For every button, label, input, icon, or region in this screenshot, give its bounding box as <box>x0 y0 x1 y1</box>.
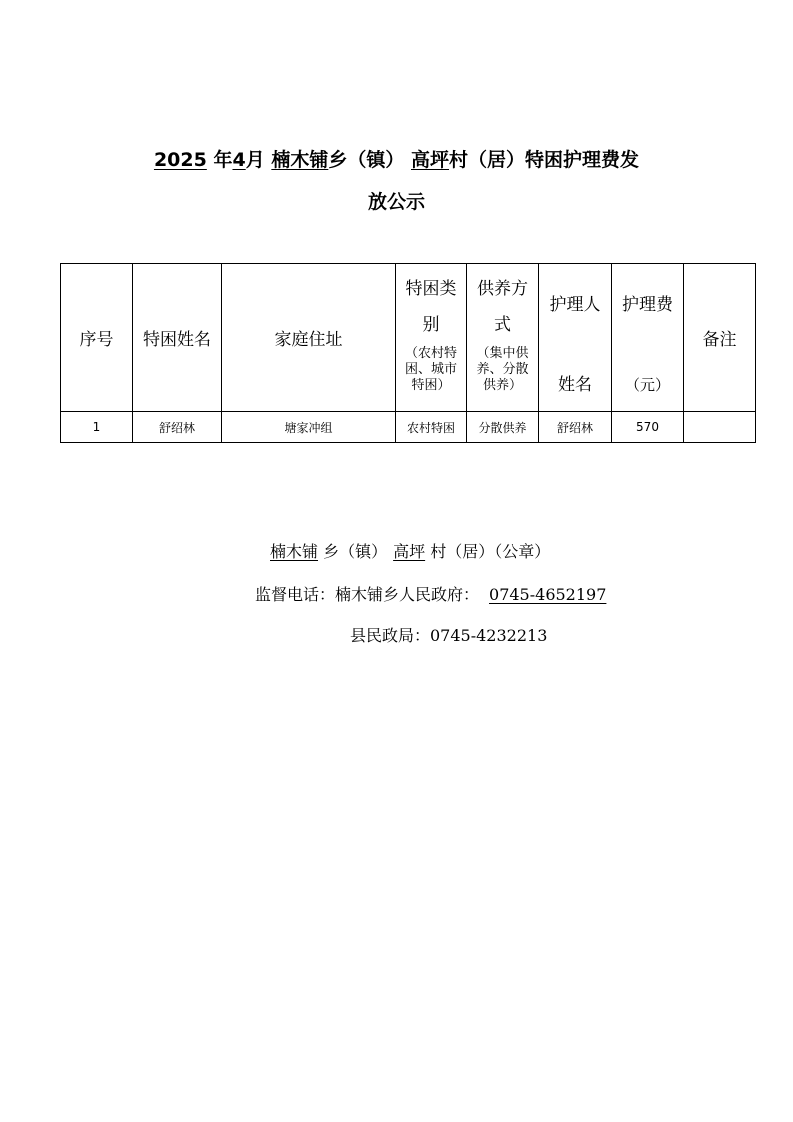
footer-seal-line <box>270 539 793 562</box>
table-header-row <box>61 264 756 412</box>
cell-address: 塘家冲组 <box>222 412 396 443</box>
header-support-line2: 式 <box>494 315 511 335</box>
header-support-note: （集中供养、分散供养） <box>476 346 529 393</box>
footer-village: 高坪 <box>393 542 426 561</box>
header-category-line2: 别 <box>422 315 440 335</box>
footer-supervision-phone: 0745-4652197 <box>489 585 607 604</box>
footer-township: 楠木铺 <box>270 542 319 561</box>
cell-caregiver: 舒绍林 <box>539 412 612 443</box>
title-township: 楠木铺 <box>271 149 329 171</box>
notice-title-line2: 放公示 <box>367 191 425 213</box>
title-village-suffix: 村（居）特困护理费发 <box>449 149 640 171</box>
title-village: 高坪 <box>411 149 450 171</box>
footer-supervision-label: 监督电话：楠木铺乡人民政府： <box>255 585 480 604</box>
header-fee-line2: （元） <box>624 376 670 394</box>
header-support <box>467 264 539 412</box>
footer-village-suffix: 村（居）（公章） <box>425 542 551 561</box>
header-seq: 序号 <box>61 264 133 412</box>
header-category-line1: 特困类 <box>405 279 457 299</box>
cell-remarks <box>684 412 756 443</box>
cell-name: 舒绍林 <box>133 412 222 443</box>
cell-fee: 570 <box>612 412 684 443</box>
title-year: 2025 <box>153 149 207 171</box>
cell-category: 农村特困 <box>396 412 467 443</box>
title-month: 4 <box>232 149 246 171</box>
cell-seq: 1 <box>61 412 133 443</box>
title-township-suffix: 乡（镇） <box>328 149 405 171</box>
footer-county-bureau: 县民政局：0745-4232213 <box>350 626 548 645</box>
header-support-line1: 供养方 <box>477 279 528 299</box>
header-caregiver-line1: 护理人 <box>549 295 601 315</box>
header-caregiver-line2: 姓名 <box>558 375 592 395</box>
notice-title-line1 <box>0 147 793 173</box>
title-year-suffix: 年 <box>206 149 233 171</box>
footer-township-suffix: 乡（镇） <box>318 542 388 561</box>
header-category <box>396 264 467 412</box>
header-name: 特困姓名 <box>133 264 222 412</box>
cell-support: 分散供养 <box>467 412 539 443</box>
header-fee-line1: 护理费 <box>622 295 673 315</box>
care-fee-table <box>60 263 756 443</box>
header-address: 家庭住址 <box>222 264 396 412</box>
header-remarks: 备注 <box>684 264 756 412</box>
title-month-suffix: 月 <box>245 149 265 171</box>
header-caregiver <box>539 264 612 412</box>
footer-supervision-line <box>255 582 793 605</box>
table-row <box>61 412 756 443</box>
header-category-note: （农村特困、城市特困） <box>404 346 457 393</box>
header-fee <box>612 264 684 412</box>
